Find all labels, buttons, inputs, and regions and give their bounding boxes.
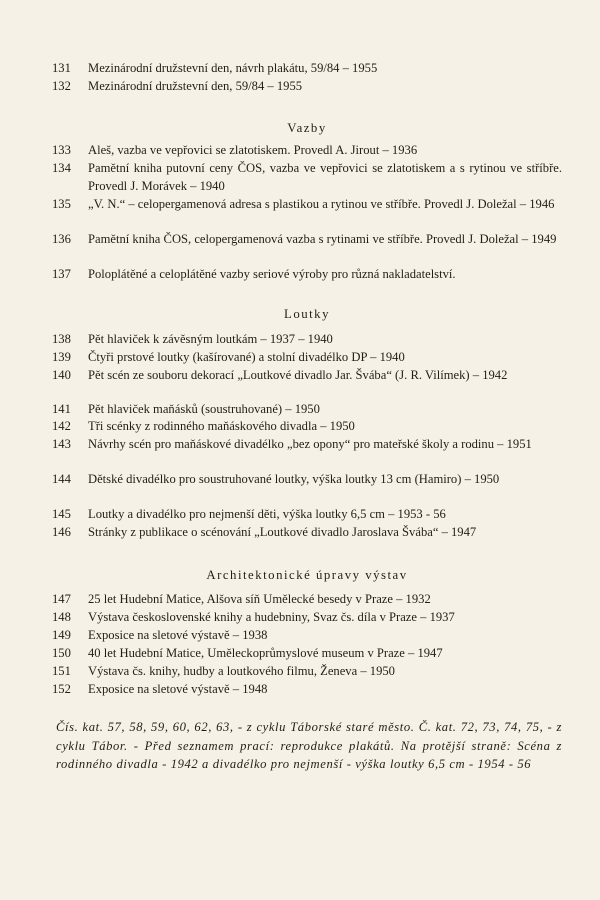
entry-number: 145 — [52, 507, 71, 521]
entry-text: Čtyři prstové loutky (kašírované) a stolní divadélko DP – 1940 — [88, 350, 405, 364]
entry-text: Mezinárodní družstevní den, návrh plakátu, 59/84 – 1955 — [88, 61, 378, 75]
entry-number: 150 — [52, 646, 71, 660]
entry-text: Výstava čs. knihy, hudby a loutkového filmu, Ženeva – 1950 — [88, 664, 395, 678]
catalog-entry — [52, 141, 562, 159]
section-heading-loutky: Loutky — [284, 307, 330, 321]
entry-number: 143 — [52, 437, 71, 451]
catalog-entry — [52, 77, 562, 95]
catalog-entry — [52, 470, 562, 488]
catalog-entry — [52, 230, 562, 248]
entry-text: Poloplátěné a celoplátěné vazby seriové výroby pro různá nakladatelství. — [88, 267, 456, 281]
catalog-entry — [52, 662, 562, 680]
entry-text: Výstava československé knihy a hudebniny, Svaz čs. díla v Praze – 1937 — [88, 610, 455, 624]
section-heading-architektonicke-upravy: Architektonické úpravy výstav — [206, 568, 408, 582]
catalog-entry — [52, 159, 562, 195]
entry-number: 131 — [52, 61, 71, 75]
entry-text: Pět hlaviček maňásků (soustruhované) – 1950 — [88, 402, 320, 416]
catalog-entry — [52, 505, 562, 523]
entry-text: Aleš, vazba ve vepřovici se zlatotiskem. Provedl A. Jirout – 1936 — [88, 143, 418, 157]
entry-number: 133 — [52, 143, 71, 157]
entry-number: 138 — [52, 332, 71, 346]
entry-text: Mezinárodní družstevní den, 59/84 – 1955 — [88, 79, 303, 93]
catalog-entry — [52, 330, 562, 348]
entry-text: 25 let Hudební Matice, Alšova síň Umělecké besedy v Praze – 1932 — [88, 592, 431, 606]
entry-number: 139 — [52, 350, 71, 364]
entry-text: Exposice na sletové výstavě – 1938 — [88, 628, 268, 642]
entry-number: 140 — [52, 368, 71, 382]
section-heading-vazby: Vazby — [287, 121, 327, 135]
catalog-entry — [52, 435, 562, 453]
entry-number: 136 — [52, 232, 71, 246]
entry-text: Pamětní kniha putovní ceny ČOS, vazba ve vepřovici se zlatotiskem a s rytinou ve stříbře. Provedl J. Morávek – 1940 — [88, 161, 562, 193]
catalog-entry — [52, 590, 562, 608]
catalog-entry — [52, 59, 562, 77]
entry-text: „V. N.“ – celopergamenová adresa s plastikou a rytinou ve stříbře. Provedl J. Doležal – 1946 — [88, 197, 555, 211]
entry-number: 141 — [52, 402, 71, 416]
entry-text: Návrhy scén pro maňáskové divadélko „bez opony“ pro mateřské školy a rodinu – 1951 — [88, 437, 532, 451]
entry-text: Pět scén ze souboru dekorací „Loutkové divadlo Jar. Švába“ (J. R. Vilímek) – 1942 — [88, 368, 508, 382]
catalog-entry — [52, 626, 562, 644]
entry-text: Exposice na sletové výstavě – 1948 — [88, 682, 268, 696]
catalog-entry — [52, 195, 562, 213]
entry-text: Dětské divadélko pro soustruhované loutky, výška loutky 13 cm (Hamiro) – 1950 — [88, 472, 500, 486]
entry-text: Pět hlaviček k závěsným loutkám – 1937 – 1940 — [88, 332, 333, 346]
catalog-entry — [52, 417, 562, 435]
entry-number: 135 — [52, 197, 71, 211]
catalog-entry — [52, 523, 562, 541]
catalog-entry — [52, 400, 562, 418]
entry-text: Pamětní kniha ČOS, celopergamenová vazba s rytinami ve stříbře. Provedl J. Doležal – 1949 — [88, 232, 557, 246]
entry-number: 148 — [52, 610, 71, 624]
caption-note: Čís. kat. 57, 58, 59, 60, 62, 63, - z cyklu Táborské staré město. Č. kat. 72, 73, 74, 75, - z cyklu Tábor. - Před seznamem prací: reprodukce plakátů. Na protější straně: Scéna z rodinného divadla - 1942 a divadélko pro nejmenší - výška loutky 6,5 cm - 1954 - 56 — [56, 720, 562, 771]
entry-text: Stránky z publikace o scénování „Loutkové divadlo Jaroslava Švába“ – 1947 — [88, 525, 477, 539]
entry-number: 152 — [52, 682, 71, 696]
entry-number: 149 — [52, 628, 71, 642]
catalog-entry — [52, 265, 562, 283]
entry-text: Loutky a divadélko pro nejmenší děti, výška loutky 6,5 cm – 1953 - 56 — [88, 507, 446, 521]
entry-number: 146 — [52, 525, 71, 539]
catalog-entry — [52, 644, 562, 662]
entry-number: 142 — [52, 419, 71, 433]
entry-text: 40 let Hudební Matice, Uměleckoprůmyslové museum v Praze – 1947 — [88, 646, 443, 660]
catalog-entry — [52, 348, 562, 366]
catalog-entry — [52, 680, 562, 698]
entry-text: Tři scénky z rodinného maňáskového divadla – 1950 — [88, 419, 355, 433]
entry-number: 151 — [52, 664, 71, 678]
catalog-entry — [52, 608, 562, 626]
catalog-entry — [52, 366, 562, 384]
entry-number: 137 — [52, 267, 71, 281]
entry-number: 144 — [52, 472, 71, 486]
entry-number: 134 — [52, 161, 71, 175]
entry-number: 147 — [52, 592, 71, 606]
entry-number: 132 — [52, 79, 71, 93]
